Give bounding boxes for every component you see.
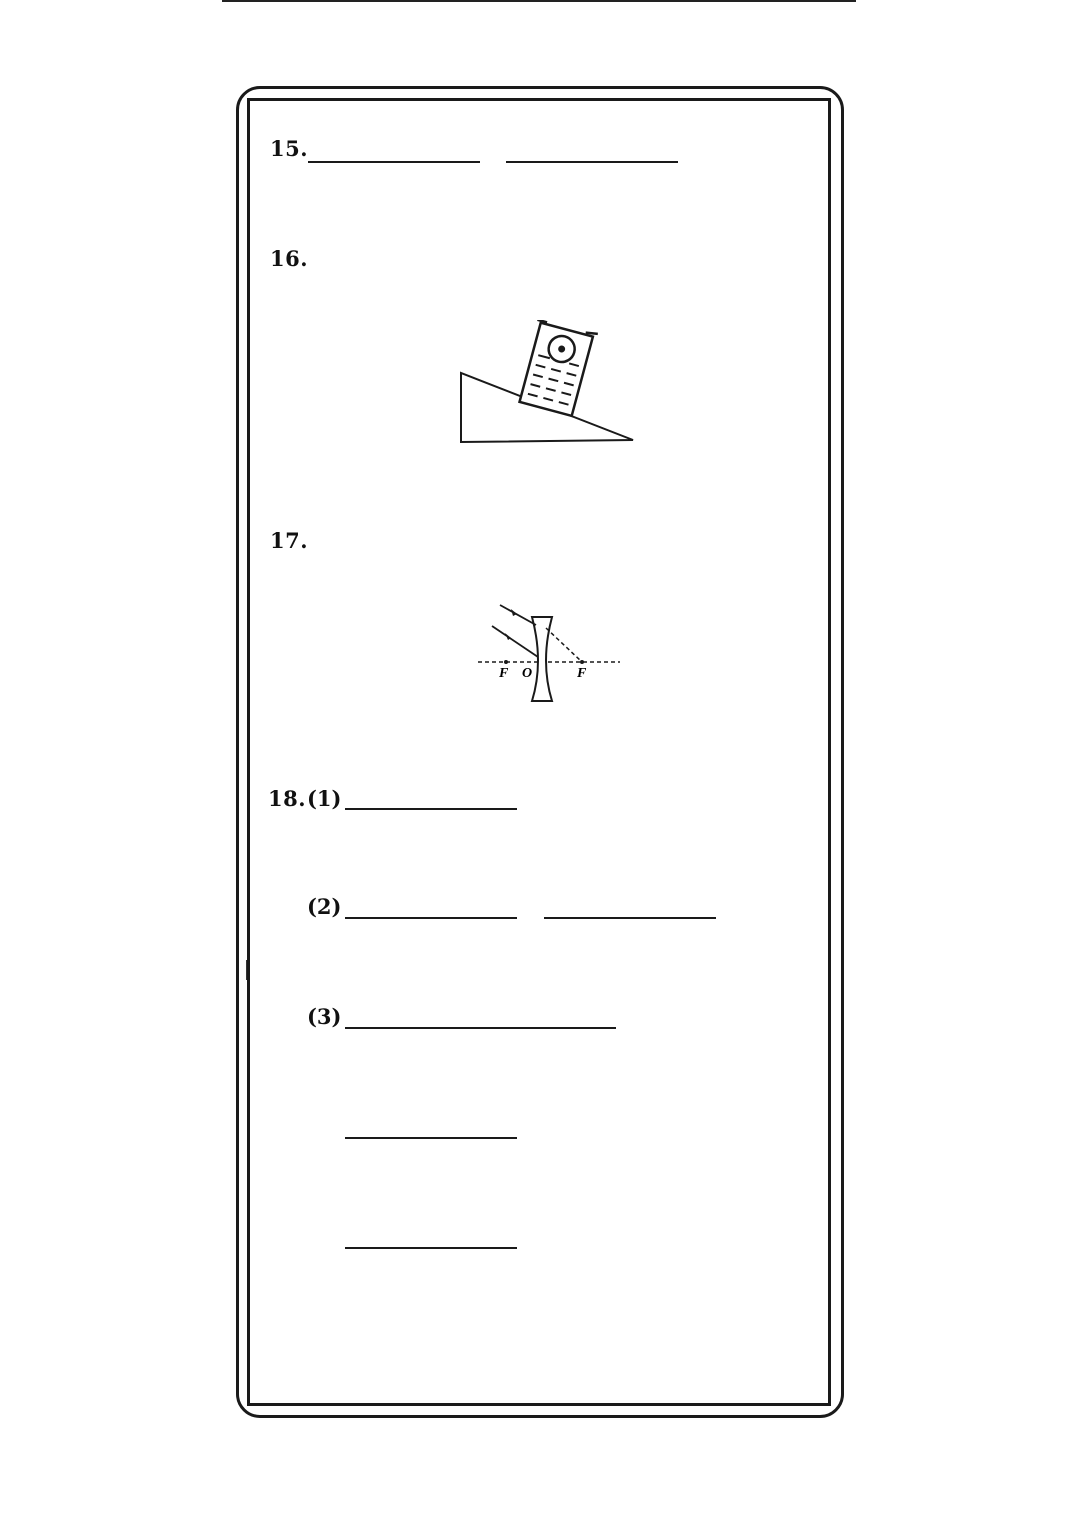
top-rule [222, 0, 856, 2]
answer-blank-18-1[interactable] [345, 808, 517, 810]
question-17-number: 17. [270, 528, 309, 553]
question-18-part-1-label: (1) [307, 786, 342, 811]
question-15-number: 15. [270, 136, 309, 161]
answer-blank-18-3-a[interactable] [345, 1027, 616, 1029]
question-18-number: 18. [268, 786, 307, 811]
ray-extension [546, 628, 582, 662]
question-16-number: 16. [270, 246, 309, 271]
answer-blank-18-2-b[interactable] [544, 917, 716, 919]
incline-beaker-figure [455, 320, 640, 450]
answer-blank-15-a[interactable] [308, 161, 480, 163]
focus-right-label: F [577, 666, 587, 681]
beaker-with-ball [516, 320, 598, 417]
incident-ray-2 [492, 626, 538, 657]
focus-left-label: F [499, 666, 509, 681]
question-18-part-2-label: (2) [307, 894, 342, 919]
concave-lens [532, 617, 552, 701]
question-18-part-3-label: (3) [307, 1004, 342, 1029]
answer-frame-inner [247, 98, 831, 1406]
answer-blank-18-3-b[interactable] [345, 1137, 517, 1139]
center-label: O [522, 666, 533, 681]
answer-blank-18-2-a[interactable] [345, 917, 517, 919]
answer-blank-15-b[interactable] [506, 161, 678, 163]
incident-ray-1 [500, 605, 536, 625]
answer-blank-18-3-c[interactable] [345, 1247, 517, 1249]
concave-lens-figure [470, 595, 630, 710]
